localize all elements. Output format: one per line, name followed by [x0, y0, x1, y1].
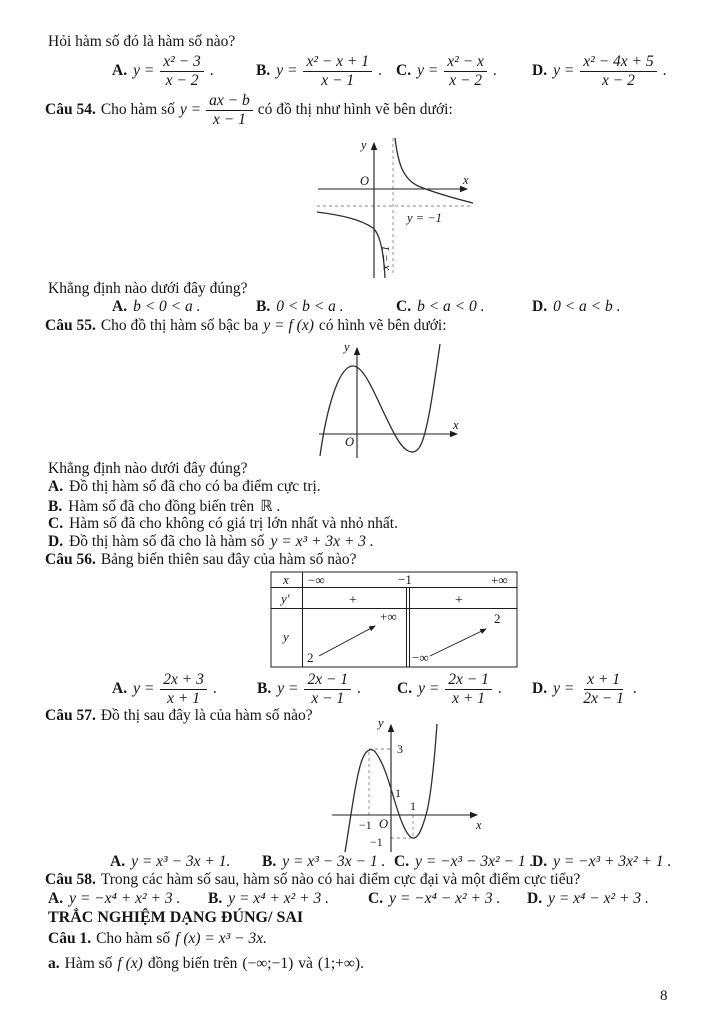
intro-question: Hỏi hàm số đó là hàm số nào? [48, 33, 236, 50]
x-row-header: x [283, 572, 289, 587]
intro-option-b [256, 52, 382, 90]
fraction-numerator: 2x + 3 [160, 671, 207, 690]
section2-statement-a [48, 955, 364, 973]
q58-option-a [48, 890, 180, 908]
fraction-denominator: x − 1 [311, 689, 345, 707]
question-text: Trong các hàm số sau, hàm số nào có hai điểm cực đại và một điểm cực tiểu? [100, 871, 581, 888]
section2-question-1 [48, 930, 267, 948]
question-text: Cho hàm số [100, 101, 175, 118]
period: . [357, 680, 361, 697]
q55-question: Khẳng định nào dưới đây đúng? [48, 460, 248, 477]
period: . [209, 62, 214, 79]
option-label: C. [394, 853, 410, 870]
hyperbola-graph [315, 136, 475, 282]
vertical-asymptote-label: x = 1 [380, 245, 392, 270]
statement-math: y = x³ + 3x + 3 . [270, 533, 374, 550]
question-label: Câu 54. [45, 101, 96, 118]
option-label: D. [532, 62, 548, 79]
question-text: Đồ thị sau đây là của hàm số nào? [100, 707, 313, 724]
q54-question: Khẳng định nào dưới đây đúng? [48, 280, 248, 297]
fraction-numerator: ax − b [206, 92, 253, 111]
option-label: B. [262, 853, 277, 870]
question-text-after: có hình vẽ bên dưới: [318, 317, 447, 334]
q55-statement-c [48, 515, 404, 533]
tick-neg1-x: −1 [359, 818, 372, 832]
q58-option-b [208, 890, 329, 908]
question-56-line [45, 551, 357, 569]
formula-y-equals: y = [133, 680, 155, 697]
option-label: D. [532, 680, 548, 697]
fraction-numerator: x² − x + 1 [303, 53, 372, 72]
question-text: Cho đồ thị hàm số bậc ba [100, 317, 259, 334]
statement-text: Hàm số [64, 955, 113, 972]
fraction [444, 53, 487, 90]
fraction-denominator: x − 2 [449, 71, 483, 89]
statement-text: và [298, 955, 313, 972]
y-axis-label: y [361, 138, 367, 152]
option-text: y = −x⁴ + x² + 3 . [69, 890, 181, 907]
option-label: C. [396, 298, 412, 315]
q54-option-d [532, 298, 621, 316]
option-text: y = −x³ + 3x² + 1 . [553, 853, 672, 870]
increase-arrow-left [319, 626, 375, 656]
page-number: 8 [660, 988, 668, 1004]
cubic-graph-57 [330, 716, 488, 856]
option-text: 0 < b < a . [276, 298, 344, 315]
q56-option-d [532, 670, 637, 708]
option-label: D. [527, 890, 543, 907]
y-axis-label: y [378, 716, 384, 730]
statement-text: Hàm số đã cho không có giá trị lớn nhất và nhỏ nhất. [69, 515, 398, 532]
question-57-line [45, 707, 313, 725]
question-text: Bảng biến thiên sau đây của hàm số nào? [100, 551, 357, 568]
question-label: Câu 1. [48, 930, 92, 947]
fraction [160, 671, 207, 708]
question-58-line [45, 871, 580, 889]
x-axis-label: x [476, 818, 482, 832]
q56-option-a [112, 670, 217, 708]
yprime-row-header: y′ [281, 591, 290, 606]
q55-statement-a [48, 478, 327, 496]
horizontal-asymptote-label: y = −1 [407, 211, 442, 225]
y-axis-label: y [344, 340, 350, 354]
x-minus-infinity: −∞ [308, 572, 325, 588]
function-notation: f (x) [117, 955, 143, 972]
q55-statement-d [48, 533, 374, 551]
cubic-graph-55 [316, 340, 466, 460]
option-text: 0 < a < b . [553, 298, 621, 315]
option-label: B. [256, 62, 271, 79]
formula-y-equals: y = [553, 62, 575, 79]
q55-statement-b [48, 497, 280, 516]
option-label: A. [112, 62, 128, 79]
hyperbola-branch-upper [395, 138, 473, 203]
tick-1-y: 1 [395, 786, 401, 800]
fraction-numerator: x + 1 [584, 671, 623, 690]
increase-arrow-right [430, 629, 486, 656]
question-label: Câu 57. [45, 707, 96, 724]
fraction-denominator: x − 1 [321, 71, 355, 89]
option-text: b < a < 0 . [417, 298, 485, 315]
option-label: A. [110, 853, 126, 870]
fraction-numerator: 2x − 1 [304, 671, 351, 690]
fraction-denominator: x − 1 [212, 110, 246, 128]
y-right-start-value: −∞ [412, 650, 429, 665]
x-axis-label: x [453, 418, 459, 432]
option-label: D. [532, 298, 548, 315]
origin-label: O [345, 435, 355, 449]
q56-option-b [257, 670, 361, 708]
q57-option-d [532, 853, 671, 871]
interval-2: (1;+∞). [317, 955, 364, 972]
period: . [497, 680, 502, 697]
option-text: y = x⁴ − x² + 3 . [548, 890, 649, 907]
formula-y-equals: y = [179, 101, 202, 118]
fraction-denominator: x − 2 [165, 71, 199, 89]
formula-y-equals: y = [417, 62, 439, 79]
sign-plus-right: + [455, 593, 463, 608]
option-label: B. [257, 680, 272, 697]
formula-y-equals: y = [276, 62, 298, 79]
option-label: A. [112, 680, 128, 697]
statement-label: a. [48, 955, 60, 972]
origin-label: O [379, 817, 389, 831]
fraction-numerator: x² − 3 [160, 53, 204, 72]
fraction-numerator: 2x − 1 [445, 671, 492, 690]
q54-option-c [396, 298, 485, 316]
fraction-denominator: x − 2 [602, 71, 635, 89]
x-minus-one: −1 [398, 572, 412, 587]
fraction [160, 53, 204, 90]
option-label: C. [368, 890, 384, 907]
section-heading: TRẮC NGHIỆM DẠNG ĐÚNG/ SAI [48, 909, 304, 926]
x-axis-label: x [463, 173, 469, 187]
fraction [206, 92, 253, 129]
intro-option-d [532, 52, 667, 90]
origin-label: O [360, 174, 370, 188]
fraction [580, 53, 656, 90]
formula: f (x) = x³ − 3x. [175, 930, 267, 947]
tick-3: 3 [397, 742, 403, 756]
q58-option-c [368, 890, 500, 908]
statement-label: A. [48, 478, 64, 495]
question-54-line [45, 92, 453, 128]
fraction [303, 53, 372, 90]
cubic-curve [320, 344, 440, 456]
sign-plus-left: + [349, 593, 357, 608]
period: . [662, 62, 667, 79]
statement-label: B. [48, 497, 63, 515]
question-label: Câu 56. [45, 551, 96, 568]
fraction-numerator: x² − 4x + 5 [580, 53, 656, 72]
formula-y-equals: y = [277, 680, 299, 697]
option-label: D. [532, 853, 548, 870]
question-label: Câu 55. [45, 317, 96, 334]
q56-option-c [397, 670, 502, 708]
q58-option-d [527, 890, 649, 908]
statement-math: ℝ . [260, 498, 281, 515]
q57-option-b [262, 853, 385, 871]
statement-text: Hàm số đã cho đồng biến trên [68, 497, 255, 515]
fraction [445, 671, 492, 708]
intro-option-a [112, 52, 214, 90]
q57-option-a [110, 853, 230, 871]
option-label: B. [256, 298, 271, 315]
fraction-denominator: x + 1 [167, 689, 201, 707]
tick-1-x: 1 [410, 799, 416, 813]
option-text: b < 0 < a . [133, 298, 201, 315]
statement-text: Đồ thị hàm số đã cho là hàm số [69, 533, 265, 550]
option-text: y = x³ − 3x + 1. [131, 853, 231, 870]
formula-y-equals: y = [553, 680, 575, 697]
interval-1: (−∞;−1) [242, 955, 294, 972]
question-text-after: có đồ thị như hình vẽ bên dưới: [257, 101, 453, 118]
y-right-end-value: 2 [494, 611, 501, 626]
question-label: Câu 58. [45, 871, 96, 888]
q54-option-b [256, 298, 344, 316]
formula-y-equals: y = [133, 62, 155, 79]
statement-label: C. [48, 515, 64, 532]
statement-label: D. [48, 533, 64, 550]
q54-option-a [112, 298, 201, 316]
fraction [580, 671, 627, 708]
fraction-numerator: x² − x [444, 53, 487, 72]
tick-neg1-y: −1 [370, 835, 383, 849]
option-text: y = −x³ − 3x² − 1 . [415, 853, 534, 870]
question-text: Cho hàm số [96, 930, 171, 947]
x-plus-infinity: +∞ [491, 572, 508, 588]
variation-table [270, 571, 518, 668]
option-text: y = x⁴ + x² + 3 . [228, 890, 330, 907]
period: . [378, 62, 382, 79]
y-row-header: y [283, 629, 289, 644]
option-label: A. [112, 298, 128, 315]
hyperbola-branch-lower [317, 212, 385, 278]
formula: y = f (x) [263, 317, 314, 334]
period: . [632, 680, 637, 697]
intro-option-c [396, 52, 497, 90]
statement-text: đồng biến trên [147, 955, 238, 972]
fraction-denominator: x + 1 [452, 689, 486, 707]
fraction [304, 671, 351, 708]
option-label: B. [208, 890, 223, 907]
option-text: y = −x⁴ − x² + 3 . [389, 890, 501, 907]
question-55-line [45, 317, 447, 335]
period: . [212, 680, 217, 697]
option-label: C. [396, 62, 412, 79]
fraction-denominator: 2x − 1 [583, 689, 624, 707]
q57-option-c [394, 853, 533, 871]
statement-text: Đồ thị hàm số đã cho có ba điểm cực trị. [69, 478, 321, 495]
y-left-end-value: +∞ [380, 609, 397, 624]
option-label: C. [397, 680, 413, 697]
formula-y-equals: y = [418, 680, 440, 697]
y-left-start-value: 2 [307, 650, 314, 665]
option-label: A. [48, 890, 64, 907]
period: . [492, 62, 497, 79]
option-text: y = x³ − 3x − 1 . [282, 853, 386, 870]
